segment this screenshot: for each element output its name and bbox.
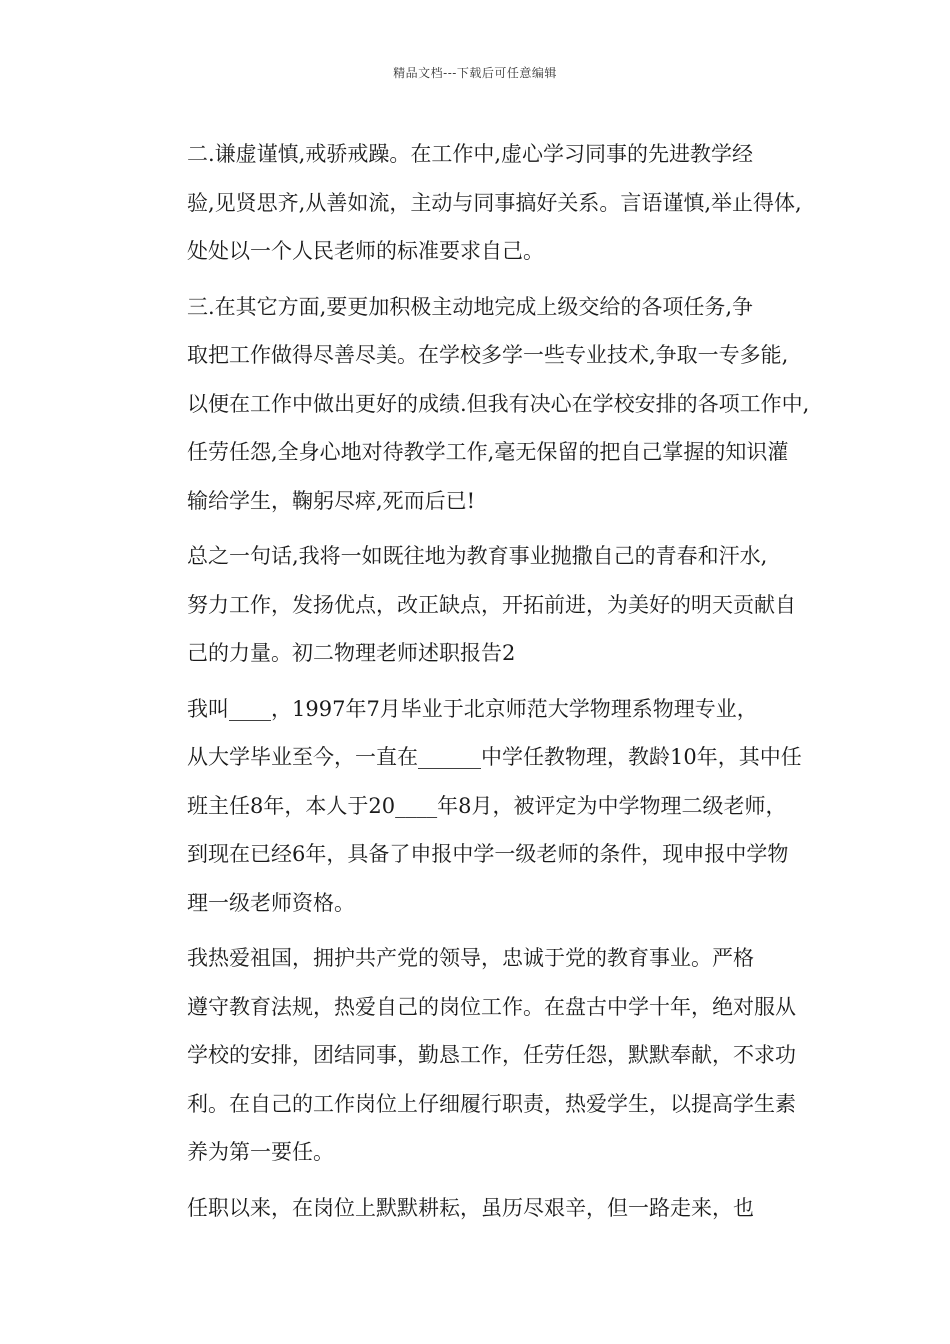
paragraph-tenure — [145, 1184, 815, 1233]
text-line: 我叫____，1997年7月毕业于北京师范大学物理系物理专业， — [187, 696, 758, 721]
text-line: 输给学生，鞠躬尽瘁,死而后已! — [187, 488, 476, 513]
text-line: 理一级老师资格。 — [187, 890, 355, 915]
text-line: 二.谦虚谨慎,戒骄戒躁。在工作中,虚心学习同事的先进教学经 — [187, 142, 754, 166]
paragraph-other-aspects — [145, 283, 815, 526]
text-line: 三.在其它方面,要更加积极主动地完成上级交给的各项任务,争 — [187, 294, 754, 319]
text-line: 任劳任怨,全身心地对待教学工作,毫无保留的把自己掌握的知识灌 — [187, 440, 789, 464]
paragraph-introduction — [145, 685, 815, 928]
text-line: 学校的安排，团结同事，勤恳工作，任劳任怨，默默奉献，不求功 — [187, 1043, 796, 1067]
paragraph-humility — [145, 130, 815, 276]
text-line: 取把工作做得尽善尽美。在学校多学一些专业技术,争取一专多能, — [187, 343, 789, 367]
document-body — [145, 130, 815, 1239]
text-line: 验,见贤思齐,从善如流，主动与同事搞好关系。言语谨慎,举止得体, — [187, 190, 802, 215]
text-line: 班主任8年，本人于20____年8月，被评定为中学物理二级老师， — [187, 793, 787, 818]
text-line: 遵守教育法规，热爱自己的岗位工作。在盘古中学十年，绝对服从 — [187, 994, 796, 1019]
paragraph-summary — [145, 532, 815, 678]
text-line: 我热爱祖国，拥护共产党的领导，忠诚于党的教育事业。严格 — [187, 946, 754, 970]
text-line: 以便在工作中做出更好的成绩.但我有决心在学校安排的各项工作中, — [187, 391, 810, 416]
text-line: 处处以一个人民老师的标准要求自己。 — [187, 239, 544, 263]
page-header: 精品文档---下载后可任意编辑 — [393, 66, 557, 80]
text-line: 努力工作，发扬优点，改正缺点，开拓前进，为美好的明天贡献自 — [187, 592, 796, 617]
text-line: 总之一句话,我将一如既往地为教育事业抛撒自己的青春和汗水, — [187, 544, 768, 568]
text-line: 到现在已经6年，具备了申报中学一级老师的条件，现申报中学物 — [187, 842, 789, 866]
text-line: 养为第一要任。 — [187, 1140, 334, 1164]
text-line: 从大学毕业至今，一直在______中学任教物理，教龄10年，其中任 — [187, 745, 802, 769]
paragraph-patriotism — [145, 934, 815, 1177]
text-line: 己的力量。初二物理老师述职报告2 — [187, 641, 516, 665]
text-line: 任职以来，在岗位上默默耕耘，虽历尽艰辛，但一路走来，也 — [187, 1195, 754, 1220]
text-line: 利。在自己的工作岗位上仔细履行职责，热爱学生，以提高学生素 — [187, 1091, 796, 1116]
